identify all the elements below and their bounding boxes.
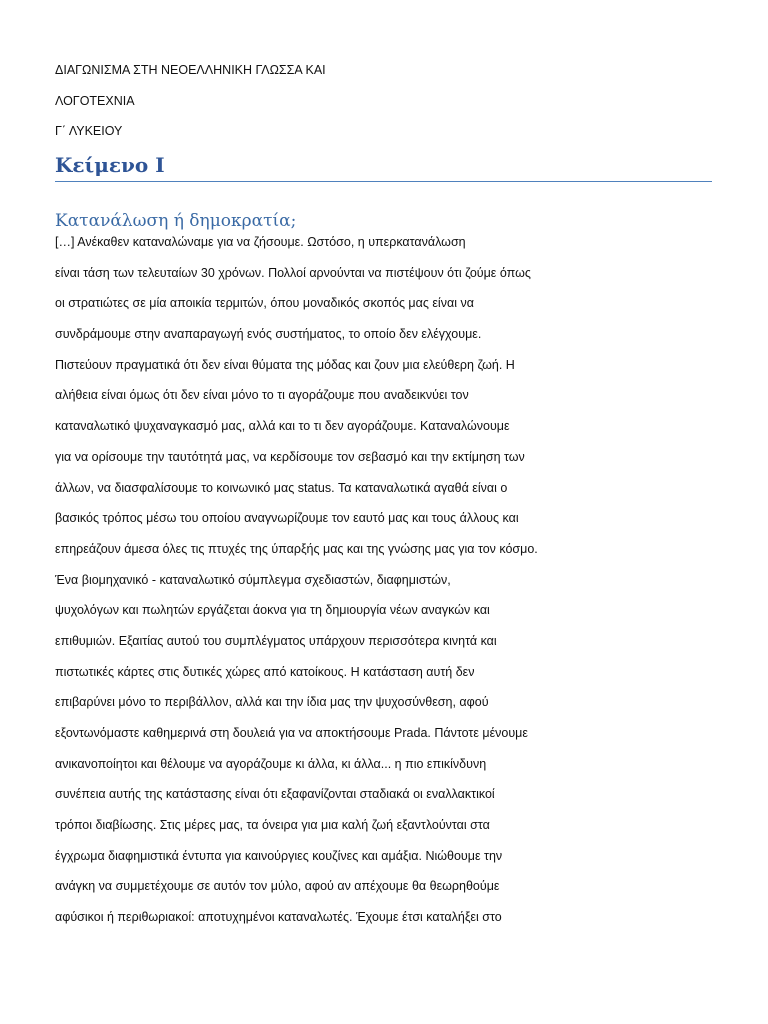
body-line: συνδράμουμε στην αναπαραγωγή ενός συστήματος, το οποίο δεν ελέγχουμε. [55, 327, 482, 342]
body-line: επιβαρύνει μόνο το περιβάλλον, αλλά και την ίδια μας την ψυχοσύνθεση, αφού [55, 695, 489, 710]
exam-grade-line: Γ΄ ΛΥΚΕΙΟΥ [55, 124, 123, 138]
body-line: καταναλωτικό ψυχαναγκασμό μας, αλλά και το τι δεν αγοράζουμε. Καταναλώνουμε [55, 419, 510, 434]
body-line: ανικανοποίητοι και θέλουμε να αγοράζουμε κι άλλα, κι άλλα... η πιο επικίνδυνη [55, 756, 487, 771]
body-line: τρόποι διαβίωσης. Στις μέρες μας, τα όνειρα για μια καλή ζωή εξαντλούνται στα [55, 818, 490, 833]
body-line: βασικός τρόπος μέσω του οποίου αναγνωρίζουμε τον εαυτό μας και τους άλλους και [55, 511, 519, 526]
body-line: Ένα βιομηχανικό - καταναλωτικό σύμπλεγμα σχεδιαστών, διαφημιστών, [55, 572, 451, 587]
body-line: συνέπεια αυτής της κατάστασης είναι ότι εξαφανίζονται σταδιακά οι εναλλακτικοί [55, 787, 495, 802]
article-title: Κατανάλωση ή δημοκρατία; [55, 211, 297, 231]
body-line: επιθυμιών. Εξαιτίας αυτού του συμπλέγματος υπάρχουν περισσότερα κινητά και [55, 633, 497, 648]
body-line: αλήθεια είναι όμως ότι δεν είναι μόνο το τι αγοράζουμε που αναδεικνύει τον [55, 388, 469, 403]
article-body [55, 233, 715, 939]
body-line: είναι τάση των τελευταίων 30 χρόνων. Πολλοί αρνούνται να πιστέψουν ότι ζούμε όπως [55, 265, 531, 280]
body-line: άλλων, να διασφαλίσουμε το κοινωνικό μας status. Τα καταναλωτικά αγαθά είναι ο [55, 480, 508, 495]
body-line: αφύσικοι ή περιθωριακοί: αποτυχημένοι καταναλωτές. Έχουμε έτσι καταλήξει στο [55, 910, 502, 925]
body-line: εξοντωνόμαστε καθημερινά στη δουλειά για να αποκτήσουμε Prada. Πάντοτε μένουμε [55, 726, 528, 740]
body-line: οι στρατιώτες σε μία αποικία τερμιτών, όπου μοναδικός σκοπός μας είναι να [55, 296, 474, 311]
body-line: Πιστεύουν πραγματικά ότι δεν είναι θύματα της μόδας και ζουν μια ελεύθερη ζωή. Η [55, 357, 515, 372]
section-heading: Κείμενο Ι [55, 153, 165, 177]
body-line: επηρεάζουν άμεσα όλες τις πτυχές της ύπαρξής μας και της γνώσης μας για τον κόσμο. [55, 541, 538, 556]
body-line: ψυχολόγων και πωλητών εργάζεται άοκνα για τη δημιουργία νέων αναγκών και [55, 603, 490, 618]
exam-title-line-1: ΔΙΑΓΩΝΙΣΜΑ ΣΤΗ ΝΕΟΕΛΛΗΝΙΚΗ ΓΛΩΣΣΑ ΚΑΙ [55, 63, 326, 77]
body-line: […] Ανέκαθεν καταναλώναμε για να ζήσουμε. Ωστόσο, η υπερκατανάλωση [55, 235, 466, 249]
body-line: έγχρωμα διαφημιστικά έντυπα για καινούργιες κουζίνες και αμάξια. Νιώθουμε την [55, 848, 503, 863]
exam-title-line-2: ΛΟΓΟΤΕΧΝΙΑ [55, 94, 135, 108]
body-line: πιστωτικές κάρτες στις δυτικές χώρες από κατοίκους. Η κατάσταση αυτή δεν [55, 664, 475, 679]
body-line: για να ορίσουμε την ταυτότητά μας, να κερδίσουμε τον σεβασμό και την εκτίμηση των [55, 449, 525, 464]
body-line: ανάγκη να συμμετέχουμε σε αυτόν τον μύλο, αφού αν απέχουμε θα θεωρηθούμε [55, 879, 500, 894]
heading-divider [55, 181, 712, 182]
